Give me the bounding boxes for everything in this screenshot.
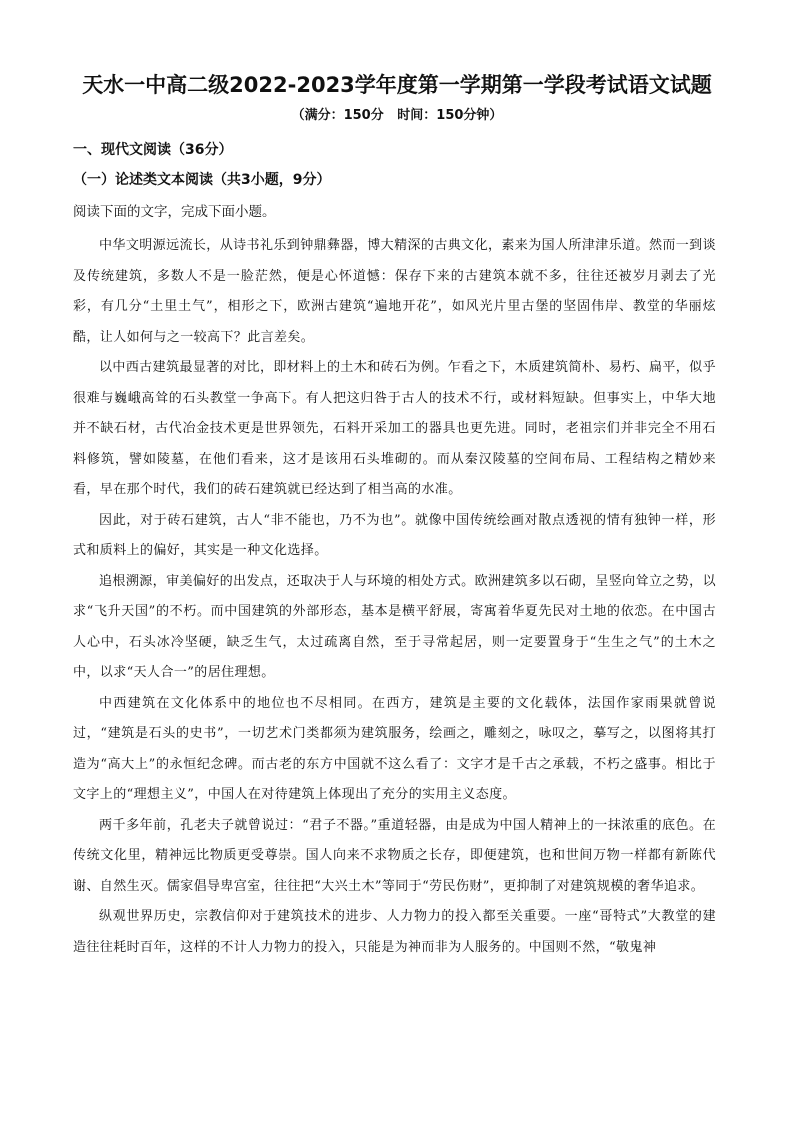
section-heading-modern-reading: 一、现代文阅读（36分） xyxy=(73,142,233,158)
passage-paragraph: 两千多年前，孔老夫子就曾说过：“君子不器。”重道轻器，由是成为中国人精神上的一抹浓重的底色。在传统文化里，精神远比物质更受尊崇。国人向来不求物质之长存，即便建筑，也和世间万物一样都有新陈代谢、自然生灭。儒家倡导卑宫室，往往把“大兴土木”等同于“劳民伤财”，更抑制了对建筑规模的奢华追求。 xyxy=(73,817,716,894)
passage-paragraph: 纵观世界历史，宗教信仰对于建筑技术的进步、人力物力的投入都至关重要。一座“哥特式”大教堂的建造往往耗时百年，这样的不计人力物力的投入，只能是为神而非为人服务的。中国则不然，“敬鬼神 xyxy=(73,909,716,955)
passage-paragraph: 因此，对于砖石建筑，古人“非不能也，乃不为也”。就像中国传统绘画对散点透视的情有独钟一样，形式和质料上的偏好，其实是一种文化选择。 xyxy=(73,512,716,558)
passage-paragraph: 以中西古建筑最显著的对比，即材料上的土木和砖石为例。乍看之下，木质建筑简朴、易朽、扁平，似乎很难与巍峨高耸的石头教堂一争高下。有人把这归咎于古人的技术不行，或材料短缺。但事实上，中华大地并不缺石材，古代冶金技术更是世界领先，石料开采加工的器具也更先进。同时，老祖宗们并非完全不用石料修筑，譬如陵墓，在他们看来，这才是该用石头堆砌的。而从秦汉陵墓的空间布局、工程结构之精妙来看，早在那个时代，我们的砖石建筑就已经达到了相当高的水准。 xyxy=(73,360,716,497)
exam-subtitle: （满分：150分 时间：150分钟） xyxy=(291,108,503,123)
subsection-heading-argumentative-reading: （一）论述类文本阅读（共3小题，9分） xyxy=(73,172,331,188)
passage-paragraph: 追根溯源，审美偏好的出发点，还取决于人与环境的相处方式。欧洲建筑多以石砌，呈竖向耸立之势，以求“飞升天国”的不朽。而中国建筑的外部形态，基本是横平舒展，寄寓着华夏先民对土地的依恋。在中国古人心中，石头冰冷坚硬，缺乏生气，太过疏离自然，至于寻常起居，则一定要置身于“生生之气”的土木之中，以求“天人合一”的居住理想。 xyxy=(73,573,716,680)
passage-paragraph: 中西建筑在文化体系中的地位也不尽相同。在西方，建筑是主要的文化载体，法国作家雨果就曾说过，“建筑是石头的史书”，一切艺术门类都须为建筑服务，绘画之，雕刻之，咏叹之，摹写之，以图将其打造为“高大上”的永恒纪念碑。而古老的东方中国就不这么看了：文字才是千古之承载，不朽之盛事。相比于文字上的“理想主义”，中国人在对待建筑上体现出了充分的实用主义态度。 xyxy=(73,695,716,802)
passage-paragraph: 中华文明源远流长，从诗书礼乐到钟鼎彝器，博大精深的古典文化，素来为国人所津津乐道。然而一到谈及传统建筑，多数人不是一脸茫然，便是心怀道憾：保存下来的古建筑本就不多，往往还被岁月剥去了光彩，有几分“土里土气”，相形之下，欧洲古建筑“遍地开花”，如风光片里古堡的坚固伟岸、教堂的华丽炫酷，让人如何与之一较高下？此言差矣。 xyxy=(73,238,716,345)
exam-title: 天水一中高二级2022-2023学年度第一学期第一学段考试语文试题 xyxy=(82,73,712,97)
reading-instruction: 阅读下面的文字，完成下面小题。 xyxy=(73,204,276,220)
reading-passage xyxy=(73,231,716,963)
